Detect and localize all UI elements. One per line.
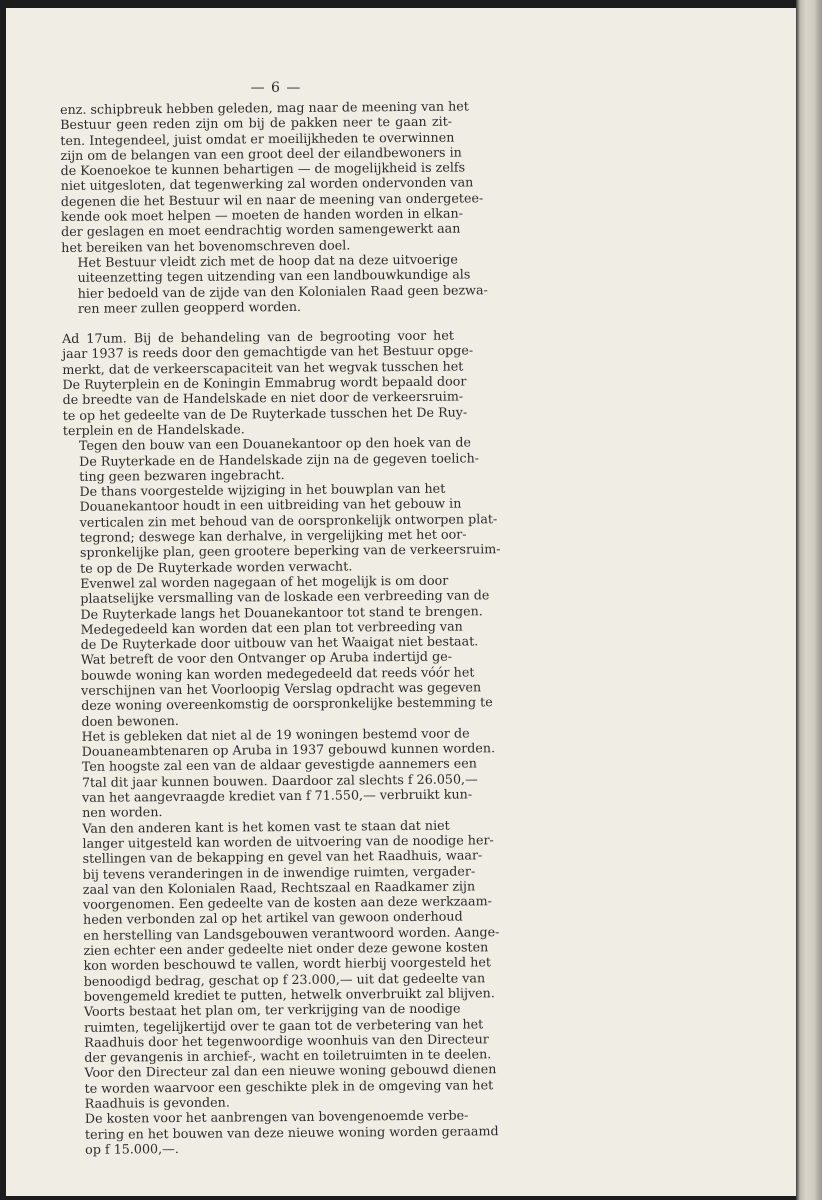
paragraph	[68, 1000, 497, 1111]
text-line: Voorts bestaat het plan om, ter verkrijging van de noodige	[83, 1000, 461, 1020]
text-line: bij tevens veranderingen in de inwendige ruimten, vergader-	[82, 862, 476, 882]
paragraph	[65, 725, 496, 821]
text-line: Tegen den bouw van een Douanekantoor op den hoek van de	[78, 434, 472, 454]
text-line: ten. Integendeel, juist omdat er moeilijkheden te overwinnen	[60, 129, 455, 148]
text-line: Raadhuis is gevonden.	[84, 1094, 230, 1111]
text-line: plaatselijke versmalling van de loskade een verbreeding van de	[80, 587, 490, 607]
text-line: Medegedeeld kan worden dat een plan tot verbreeding van	[80, 618, 463, 637]
text-line: spronkelijke plan, geen grootere beperking van de verkeersruim-	[79, 541, 501, 561]
text-line: uiteenzetting tegen uitzending van een landbouwkundige als	[77, 266, 471, 286]
text-line: Wat betreft de voor den Ontvanger op Aruba indertijd ge-	[80, 648, 453, 668]
text-line: 7tal dit jaar kunnen bouwen. Daardoor zal slechts f 26.050,—	[81, 771, 478, 790]
text-line: hier bedoeld van de zijde van den Kolonialen Raad geen bezwa-	[77, 281, 488, 301]
text-line: degenen die het Bestuur wil en naar de meening van ondergetee-	[60, 190, 484, 209]
text-line: de breedte van de Handelskade en niet door de verkeersruim-	[62, 388, 464, 408]
text-line: der gevangenis in archief-, wacht en toiletruimten in te deelen.	[84, 1046, 492, 1065]
page-number: — 6 —	[250, 80, 302, 96]
text-line: kon worden beschouwd te vallen, wordt hierbij voorgesteld het	[83, 954, 492, 974]
text-line: benoodigd bedrag, geschat op f 23.000,— uit dat gedeelte van	[83, 969, 486, 989]
text-line: Voor den Directeur zal dan een nieuwe woning gebouwd dienen	[84, 1061, 497, 1081]
scan-top-border	[0, 0, 822, 8]
text-line: Het is gebleken dat niet al de 19 woningen bestemd voor de	[81, 725, 470, 744]
text-line: bouwde woning kan worden medegedeeld dat reeds vóór het	[80, 664, 475, 683]
text-line: en herstelling van Landsgebouwen verantwoord worden. Aange-	[83, 923, 500, 943]
text-line: Van den anderen kant is het komen vast te staan dat niet	[82, 817, 450, 836]
text-line: terplein en de Handelskade.	[62, 421, 245, 438]
text-line: ting geen bezwaren ingebracht.	[79, 466, 285, 484]
text-line: te worden waarvoor een geschikte plek in de omgeving van het	[84, 1076, 494, 1096]
paragraph	[66, 817, 500, 1004]
text-line: De Ruyterplein en de Koningin Emmabrug wordt bepaald door	[62, 373, 467, 393]
text-line: ren meer zullen geopperd worden.	[77, 298, 302, 316]
paragraph	[69, 1107, 499, 1157]
paragraph	[61, 251, 488, 317]
text-line: doen bewonen.	[81, 712, 179, 729]
paragraph	[61, 327, 474, 438]
paragraph	[63, 434, 480, 484]
text-line: op f 15.000,—.	[85, 1140, 179, 1157]
text-line: Het Bestuur vleidt zich met de hoop dat na deze uitvoerige	[77, 251, 458, 270]
text-line: jaar 1937 is reeds door den gemachtigde van het Bestuur opge-	[62, 342, 474, 362]
text-line: te op het gedeelte van de De Ruyterkade tusschen het De Ruy-	[62, 404, 468, 423]
scan-right-edge	[796, 0, 822, 1200]
text-line: De kosten voor het aanbrengen van bovengenoemde verbe-	[84, 1107, 469, 1127]
text-line: merkt, dat de verkeerscapaciteit van het wegvak tusschen het	[62, 358, 464, 377]
paragraph	[60, 98, 484, 255]
text-line: verticalen zin met behoud van de oorspronkelijk ontworpen plat-	[79, 510, 498, 530]
text-line: zaal van den Kolonialen Raad, Rechtszaal en Raadkamer zijn	[82, 878, 476, 897]
text-line: tering en het bouwen van deze nieuwe woning worden geraamd	[84, 1122, 499, 1142]
text-line: kende ook moet helpen — moeten de handen worden in elkan-	[60, 205, 464, 225]
text-line: niet uitgesloten, dat tegenwerking zal worden ondervonden van	[60, 174, 474, 194]
text-line: verschijnen van het Voorloopig Verslag opdracht was gegeven	[81, 679, 482, 698]
text-line: nen worden.	[82, 804, 163, 821]
text-line: Bestuur geen reden zijn om bij de pakken neer te gaan zit-	[60, 113, 453, 133]
paragraph	[64, 572, 490, 622]
text-line: De Ruyterkade en de Handelskade zijn na de gegeven toelich-	[79, 449, 480, 469]
text-line: stellingen van de bekapping en gevel van het Raadhuis, waar-	[82, 847, 483, 867]
paragraph	[65, 618, 479, 652]
text-line: de Koenoekoe te kunnen behartigen — de mogelijkheid is zelfs	[60, 159, 466, 179]
text-line: bovengemeld krediet te putten, hetwelk onverbruikt zal blijven.	[83, 985, 495, 1004]
text-line: zijn om de belangen van een groot deel der eilandbewoners in	[60, 144, 462, 163]
text-line: heden verbonden zal op het artikel van gewoon onderhoud	[83, 908, 463, 928]
text-line: het bereiken van het bovenomschreven doel.	[61, 237, 351, 255]
text-line: van het aangevraagde krediet van f 71.550,— verbruikt kun-	[82, 786, 473, 805]
text-line: enz. schipbreuk hebben geleden, mag naar de meening van het	[60, 98, 469, 117]
text-line: de De Ruyterkade door uitbouw van het Waaigat niet bestaat.	[80, 633, 479, 652]
text-line: ruimten, tegelijkertijd over te gaan tot de verbetering van het	[84, 1015, 484, 1035]
paragraph	[63, 480, 501, 576]
text-line: De Ruyterkade langs het Douanekantoor tot stand te brengen.	[80, 602, 483, 622]
text-line: Ten hoogste zal een van de aldaar gevestigde aannemers een	[81, 755, 477, 775]
text-line: Evenwel zal worden nagegaan of het mogelijk is om door	[80, 572, 449, 591]
text-line: zien echter een ander gedeelte niet onder deze gewone kosten	[83, 939, 489, 958]
paragraph	[65, 648, 493, 729]
text-line: te op de De Ruyterkade worden verwacht.	[80, 558, 353, 576]
text-line: Douaneambtenaren op Aruba in 1937 gebouwd kunnen worden.	[81, 740, 496, 760]
text-line: voorgenomen. Een gedeelte van de kosten aan deze werkzaam-	[82, 893, 492, 912]
text-line: Douanekantoor houdt in een uitbreiding van het gebouw in	[79, 495, 462, 515]
text-line: Raadhuis door het tegenwoordige woonhuis van den Directeur	[84, 1031, 489, 1050]
text-line: tegrond; deswege kan derhalve, in vergelijking met het oor-	[79, 526, 467, 545]
text-line: Ad 17um. Bij de behandeling van de begrooting voor het	[61, 327, 454, 347]
text-line: De thans voorgestelde wijziging in het bouwplan van het	[79, 480, 446, 499]
text-line: deze woning overeenkomstig de oorspronkelijke bestemming te	[81, 694, 493, 714]
body-text	[60, 98, 501, 1158]
text-line: der geslagen en moet eendrachtig worden samengewerkt aan	[61, 220, 461, 240]
text-line: langer uitgesteld kan worden de uitvoering van de noodige her-	[82, 832, 494, 851]
